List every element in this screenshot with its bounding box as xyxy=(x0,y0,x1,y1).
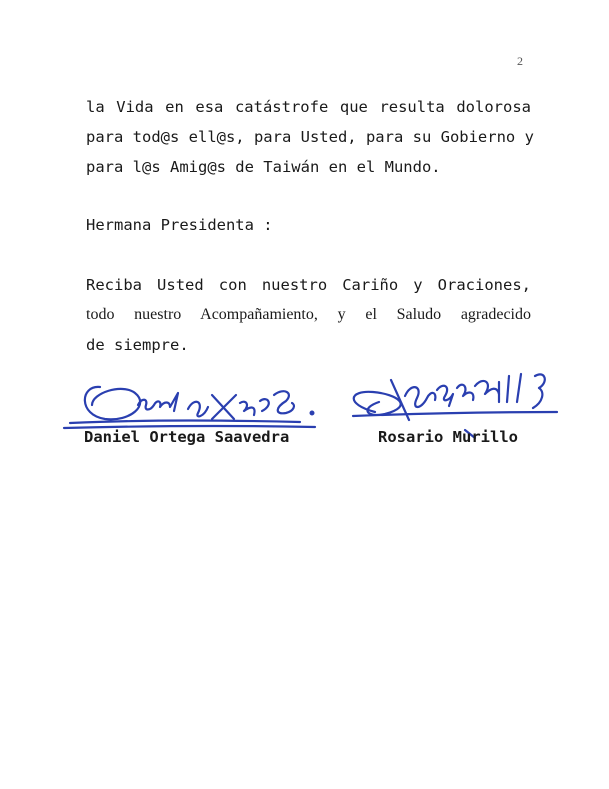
text-line: para tod@s ell@s, para Usted, para su Gobierno y xyxy=(86,128,534,146)
salutation-text: Hermana Presidenta : xyxy=(86,216,273,234)
salutation xyxy=(86,210,531,240)
text-line: de siempre. xyxy=(86,336,189,354)
text-line: para l@s Amig@s de Taiwán en el Mundo. xyxy=(86,158,441,176)
page-number: 2 xyxy=(517,54,523,68)
paragraph-greeting xyxy=(86,270,531,360)
handwritten-signature-daniel-ortega xyxy=(60,375,330,435)
signer-name: Rosario Murillo xyxy=(378,428,518,446)
text-line: Reciba Usted con nuestro Cariño y Oraciones, xyxy=(86,276,531,294)
text-line: todo nuestro Acompañamiento, y el Saludo agradecido xyxy=(86,306,531,323)
paragraph-closing-condolences xyxy=(86,92,534,182)
signer-name: Daniel Ortega Saavedra xyxy=(84,428,290,446)
text-line: la Vida en esa catástrofe que resulta dolorosa xyxy=(86,98,531,116)
